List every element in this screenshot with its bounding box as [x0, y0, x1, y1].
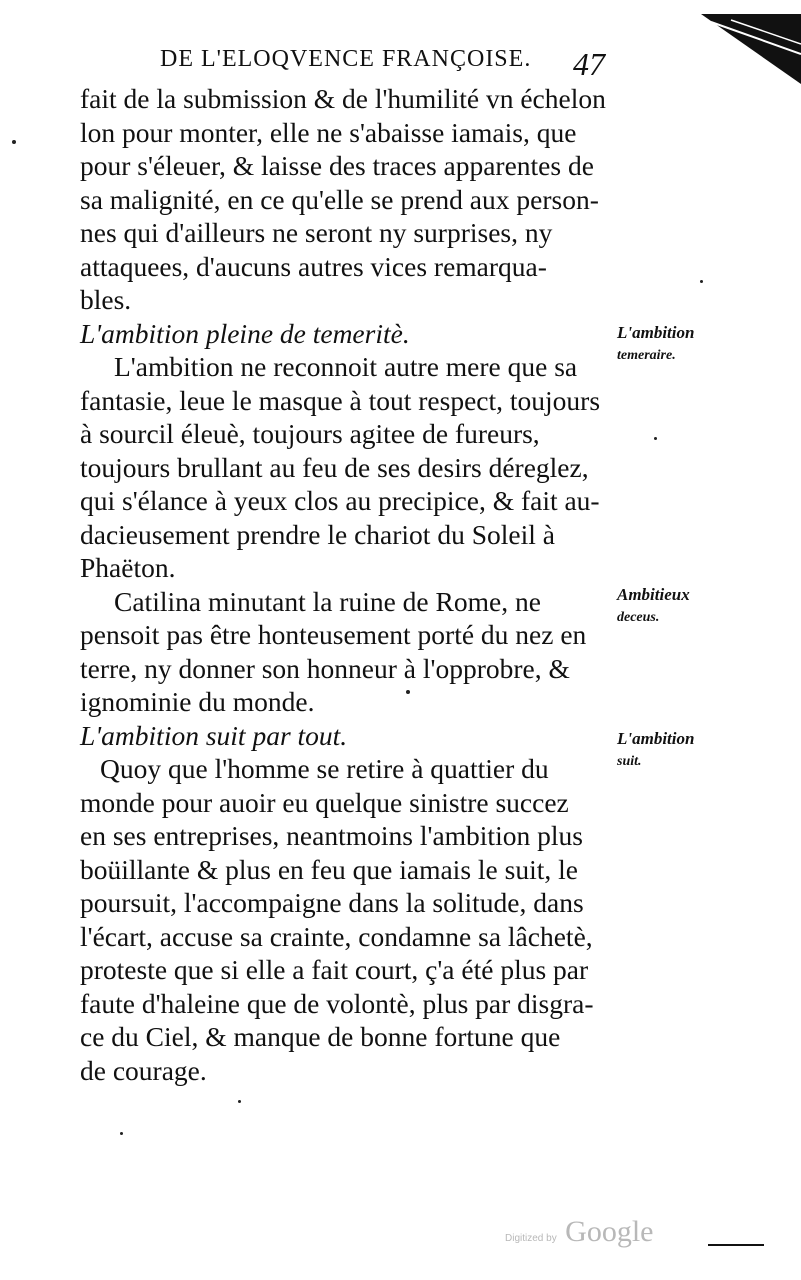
- text-line: fantasie, leue le masque à tout respect, toujours: [80, 384, 601, 416]
- section-heading: L'ambition suit par tout.: [80, 719, 348, 751]
- text-line: nes qui d'ailleurs ne seront ny surprises, ny: [80, 217, 553, 248]
- text-line: toujours brullant au feu de ses desirs déreglez,: [80, 451, 589, 483]
- text-line: attaquees, d'aucuns autres vices remarqua-: [80, 250, 547, 282]
- body-text: [80, 82, 620, 1087]
- google-logo: Google: [565, 1215, 654, 1248]
- text-line: Phaëton.: [80, 552, 176, 583]
- margin-note-line: temeraire.: [617, 348, 676, 363]
- margin-note-line: Ambitieux: [617, 585, 690, 604]
- text-line: bles.: [80, 284, 132, 315]
- text-line: pour s'éleuer, & laisse des traces apparentes de: [80, 150, 594, 181]
- text-line: fait de la submission & de l'humilité vn échelon: [80, 83, 606, 114]
- ink-speck: [700, 280, 703, 283]
- section-heading: L'ambition pleine de temeritè.: [80, 317, 410, 349]
- bottom-rule: [708, 1244, 764, 1246]
- margin-note-line: suit.: [617, 754, 642, 769]
- text-line: pensoit pas être honteusement porté du nez en: [80, 619, 587, 650]
- text-line: lon pour monter, elle ne s'abaisse iamais, que: [80, 116, 577, 148]
- ink-speck: [238, 1100, 241, 1103]
- text-line: qui s'élance à yeux clos au precipice, & fait au-: [80, 485, 600, 516]
- text-line: en ses entreprises, neantmoins l'ambition plus: [80, 820, 583, 851]
- text-line: à sourcil éleuè, toujours agitee de fureurs,: [80, 418, 540, 449]
- text-line: Catilina minutant la ruine de Rome, ne: [114, 585, 541, 617]
- text-line: terre, ny donner son honneur à l'opprobre, &: [80, 652, 570, 684]
- margin-note: [617, 724, 694, 770]
- text-line: L'ambition ne reconnoit autre mere que sa: [114, 351, 578, 382]
- page-corner-shadow: [701, 14, 801, 84]
- text-line: poursuit, l'accompaigne dans la solitude, dans: [80, 887, 584, 918]
- text-line: de courage.: [80, 1054, 207, 1086]
- margin-note: [617, 580, 690, 626]
- text-line: monde pour auoir eu quelque sinistre succez: [80, 786, 569, 818]
- text-line: faute d'haleine que de volontè, plus par disgra-: [80, 987, 594, 1019]
- text-line: ce du Ciel, & manque de bonne fortune que: [80, 1021, 561, 1052]
- google-watermark: [505, 1215, 653, 1249]
- ink-speck: [120, 1132, 123, 1135]
- text-line: dacieusement prendre le chariot du Soleil à: [80, 518, 555, 550]
- text-line: proteste que si elle a fait court, ç'a été plus par: [80, 954, 589, 985]
- page-number: 47: [573, 46, 605, 82]
- margin-note-line: deceus.: [617, 610, 660, 625]
- ink-speck: [12, 140, 16, 144]
- ink-speck: [406, 690, 410, 694]
- text-line: boüillante & plus en feu que iamais le suit, le: [80, 853, 578, 885]
- ink-speck: [654, 437, 657, 440]
- margin-note-line: L'ambition: [617, 323, 695, 342]
- text-line: ignominie du monde.: [80, 686, 315, 717]
- text-line: Quoy que l'homme se retire à quattier du: [100, 753, 549, 784]
- text-line: sa malignité, en ce qu'elle se prend aux person-: [80, 183, 599, 215]
- text-line: l'écart, accuse sa crainte, condamne sa lâchetè,: [80, 920, 593, 952]
- running-title: DE L'ELOQVENCE FRANÇOISE.: [160, 46, 532, 72]
- digitized-by-text: Digitized by: [505, 1233, 557, 1244]
- margin-note-line: L'ambition: [617, 729, 695, 748]
- margin-note: [617, 318, 694, 364]
